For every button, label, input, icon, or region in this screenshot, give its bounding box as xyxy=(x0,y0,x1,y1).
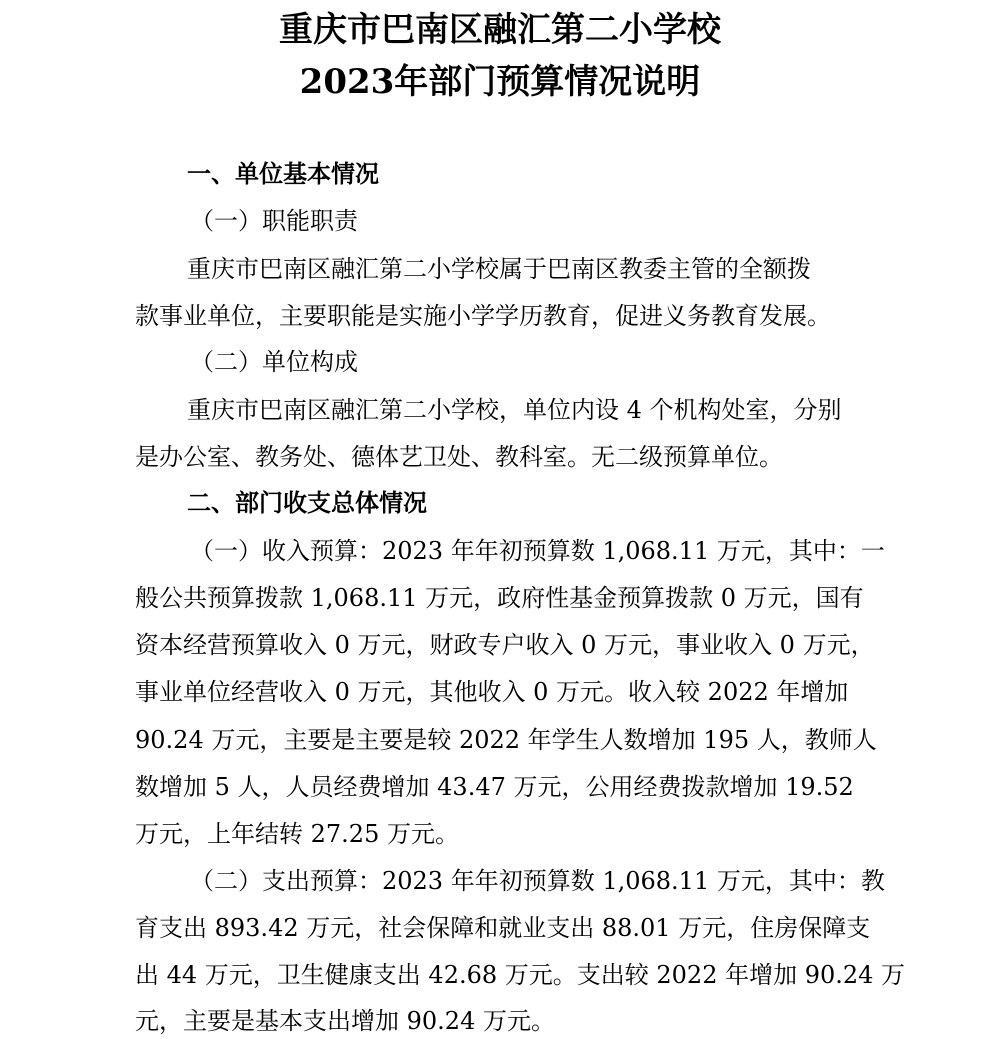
paragraph-line: 重庆市巴南区融汇第二小学校，单位内设 4 个机构处室，分别 xyxy=(187,396,842,424)
paragraph-line: 万元，上年结转 27.25 万元。 xyxy=(135,820,459,848)
paragraph-line: （二）支出预算：2023 年年初预算数 1,068.11 万元，其中：教 xyxy=(190,867,885,895)
paragraph-line: 元，主要是基本支出增加 90.24 万元。 xyxy=(135,1007,555,1035)
paragraph-line: 事业单位经营收入 0 万元，其他收入 0 万元。收入较 2022 年增加 xyxy=(135,678,849,706)
section-2-heading: 二、部门收支总体情况 xyxy=(187,488,427,517)
paragraph-line: 育支出 893.42 万元，社会保障和就业支出 88.01 万元，住房保障支 xyxy=(135,914,871,942)
section-1-sub-1-heading: （一）职能职责 xyxy=(190,207,358,235)
section-1-sub-2-heading: （二）单位构成 xyxy=(190,348,358,376)
paragraph-line: 般公共预算拨款 1,068.11 万元，政府性基金预算拨款 0 万元，国有 xyxy=(135,584,864,612)
paragraph-line: 90.24 万元，主要是主要是较 2022 年学生人数增加 195 人，教师人 xyxy=(135,726,877,754)
paragraph-line: 资本经营预算收入 0 万元，财政专户收入 0 万元，事业收入 0 万元， xyxy=(135,631,875,659)
paragraph-line: 是办公室、教务处、德体艺卫处、教科室。无二级预算单位。 xyxy=(135,443,783,471)
paragraph-line: 重庆市巴南区融汇第二小学校属于巴南区教委主管的全额拨 xyxy=(187,255,811,283)
document-title-line-2: 2023年部门预算情况说明 xyxy=(299,62,701,102)
document-title-line-1: 重庆市巴南区融汇第二小学校 xyxy=(279,10,721,50)
paragraph-line: 出 44 万元，卫生健康支出 42.68 万元。支出较 2022 年增加 90.24 万 xyxy=(135,961,906,989)
paragraph-line: 数增加 5 人，人员经费增加 43.47 万元，公用经费拨款增加 19.52 xyxy=(135,773,854,801)
paragraph-line: （一）收入预算：2023 年年初预算数 1,068.11 万元，其中：一 xyxy=(190,537,885,565)
section-1-heading: 一、单位基本情况 xyxy=(187,159,379,188)
paragraph-line: 款事业单位，主要职能是实施小学学历教育，促进义务教育发展。 xyxy=(135,302,831,330)
